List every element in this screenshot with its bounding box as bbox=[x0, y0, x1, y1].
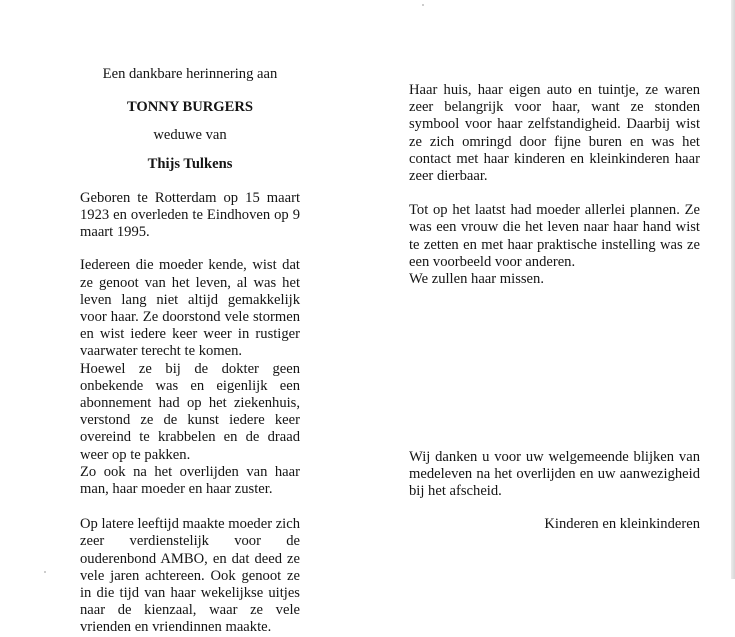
deceased-name: TONNY BURGERS bbox=[126, 99, 254, 116]
memorial-paragraph: Haar huis, haar eigen auto en tuintje, ze waren zeer belangrijk voor haar, want ze stonden symbool voor haar zelfstandigheid. Daarbij wist ze zich omringd door fijne buren en was het contact met haar kinderen en kleinkinderen haar zeer dierbaar. bbox=[409, 82, 700, 185]
memorial-paragraph: Tot op het laatst had moeder allerlei plannen. Ze was een vrouw die het leven naar haar hand wist te zetten en met haar praktische instelling was ze een voorbeeld voor anderen. bbox=[409, 202, 700, 270]
print-speck bbox=[44, 571, 46, 573]
intro-line: Een dankbare herinnering aan bbox=[102, 66, 278, 82]
memorial-paragraph: Op latere leeftijd maakte moeder zich zeer verdienstelijk voor de ouderenbond AMBO, en dat deed ze vele jaren achtereen. Ook genoot ze in die tijd van haar wekelijkse uitjes naar de kienzaal, waar ze vele vrienden en vriendinnen maakte. bbox=[80, 516, 301, 636]
relation-line: weduwe van bbox=[153, 127, 227, 144]
left-column bbox=[80, 66, 300, 637]
thanks-text: Wij danken u voor uw welgemeende blijken van medeleven na het overlijden en uw aanwezigheid bij het afscheid. bbox=[409, 449, 700, 500]
closing-remark: We zullen haar missen. bbox=[409, 271, 544, 288]
signature-line: Kinderen en kleinkinderen bbox=[544, 516, 700, 532]
print-speck bbox=[422, 4, 424, 6]
memorial-paragraph: Zo ook na het overlijden van haar man, haar moeder en haar zuster. bbox=[80, 463, 300, 498]
memorial-paragraph: Iedereen die moeder kende, wist dat ze genoot van het leven, al was het leven lang niet altijd gemakkelijk voor haar. Ze doorstond vele stormen en wist iedere keer weer in rustiger vaarwater terecht te komen. bbox=[80, 257, 300, 360]
right-column bbox=[409, 82, 700, 288]
page-edge-shadow bbox=[731, 0, 735, 579]
spouse-name: Thijs Tulkens bbox=[147, 155, 233, 172]
memorial-paragraph: Hoewel ze bij de dokter geen onbekende was en eigenlijk een abonnement had op het ziekenhuis, verstond ze de kunst iedere keer overeind te krabbelen en de draad weer op te pakken. bbox=[80, 360, 300, 463]
birth-death-text: Geboren te Rotterdam op 15 maart 1923 en overleden te Eindhoven op 9 maart 1995. bbox=[80, 189, 300, 241]
